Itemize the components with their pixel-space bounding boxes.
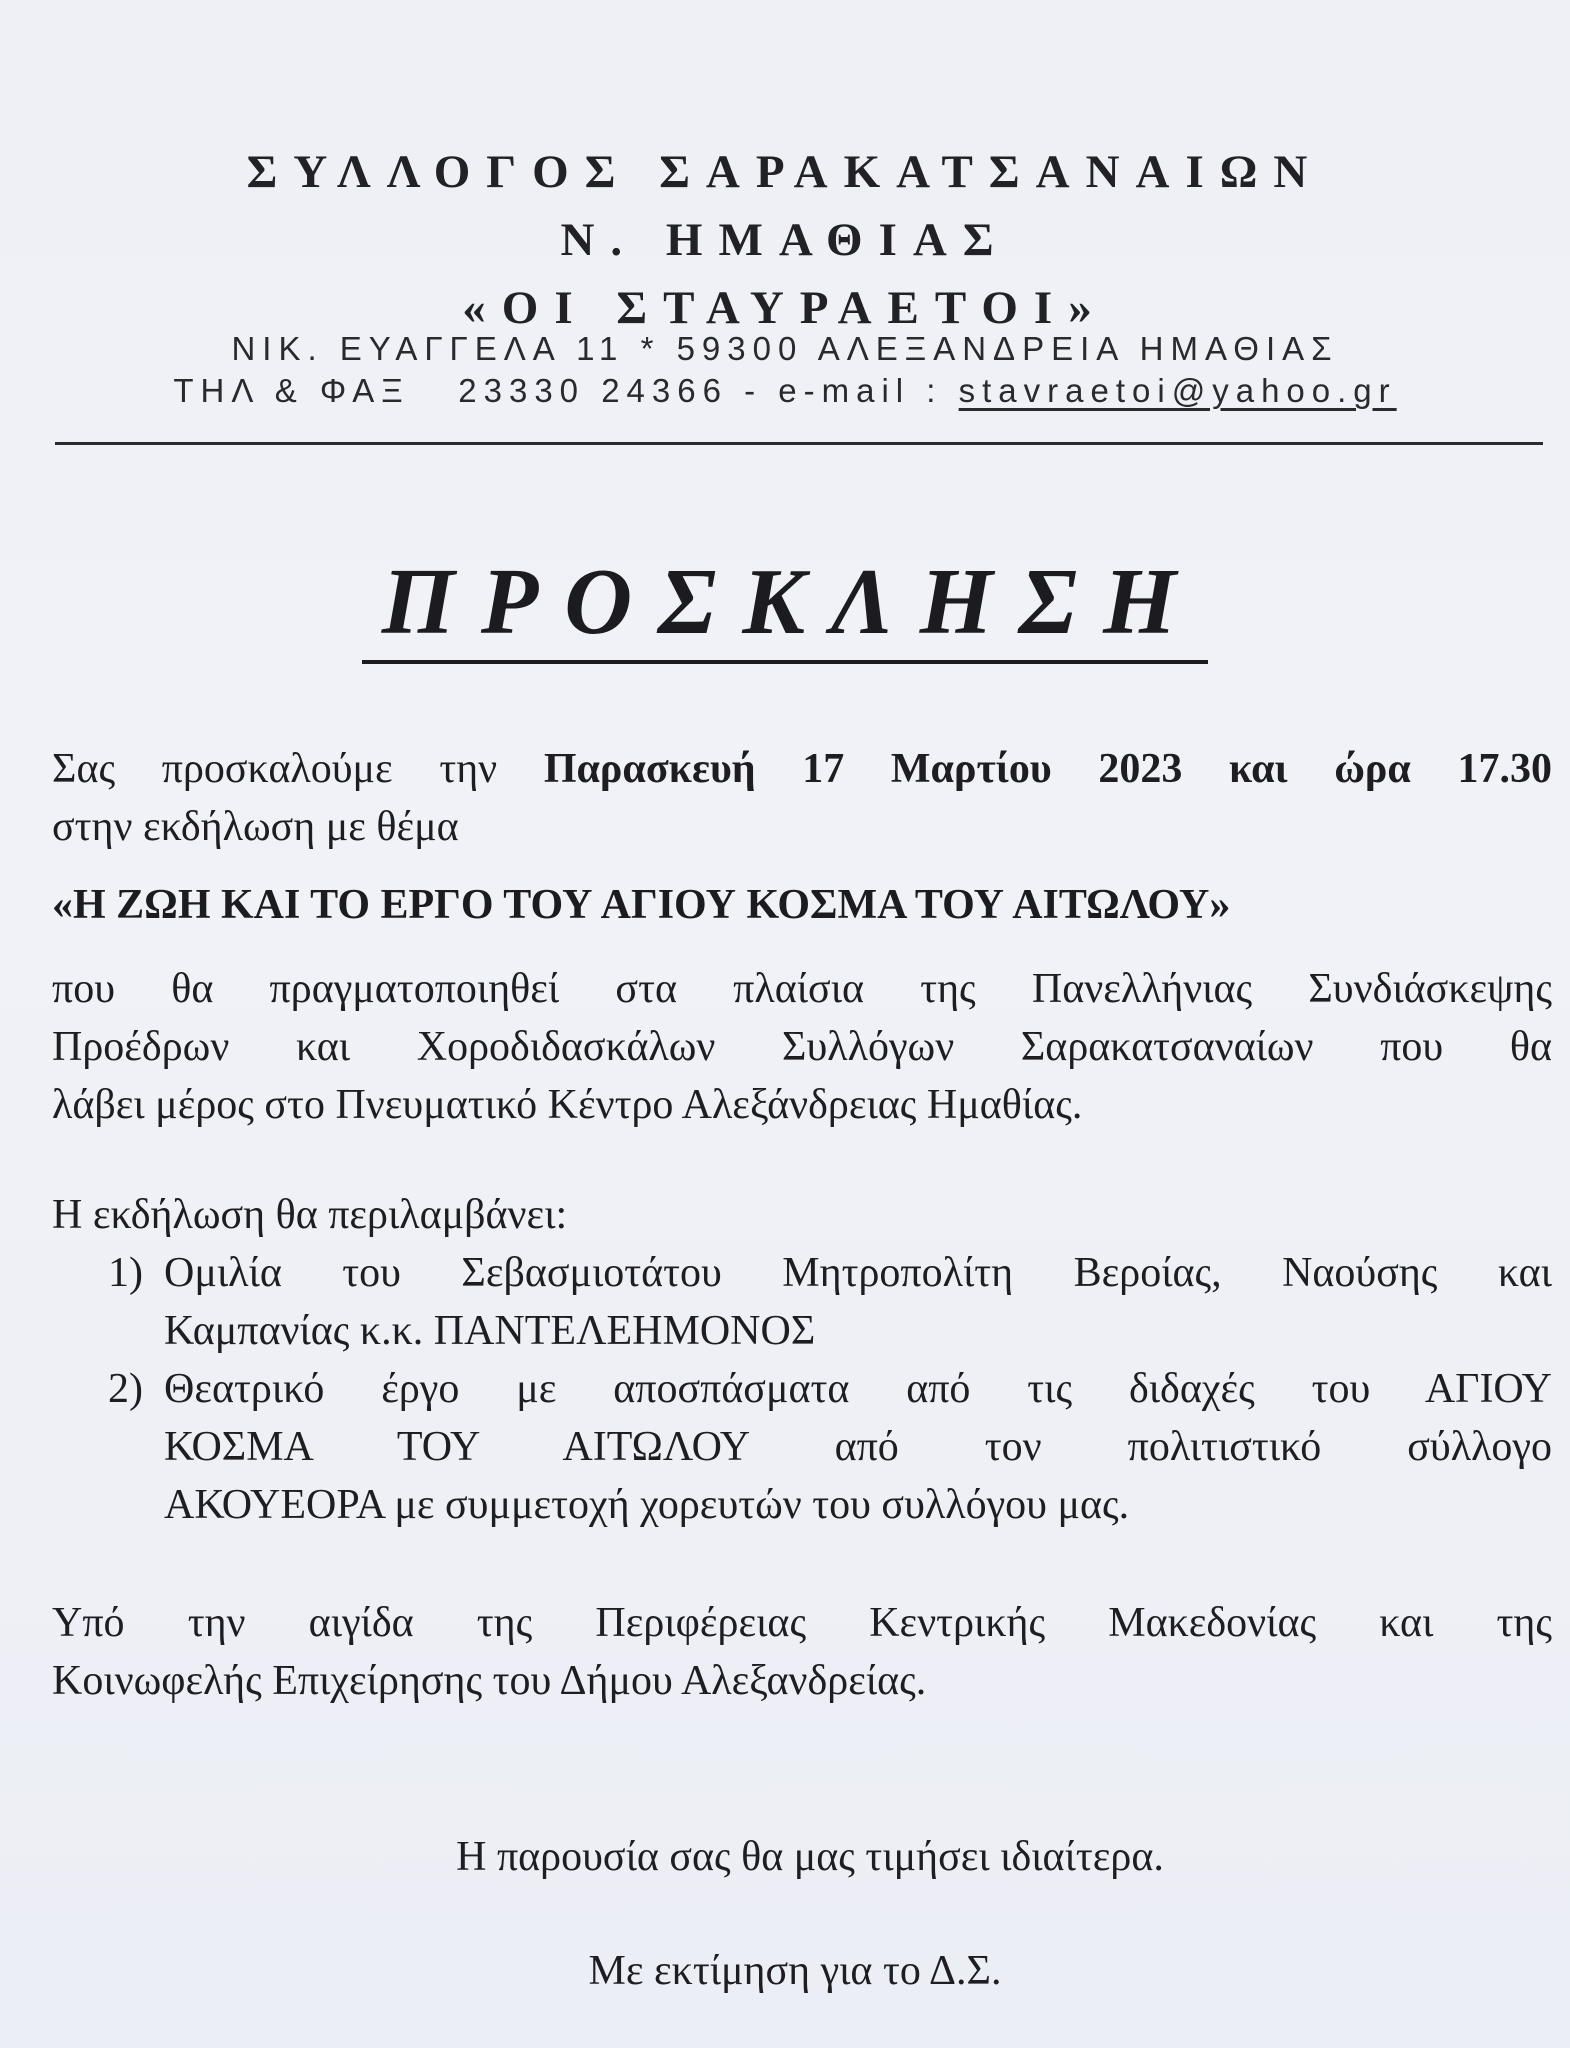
list-item-number: 1)	[108, 1250, 143, 1296]
association-address: ΝΙΚ. ΕΥΑΓΓΕΛΑ 11 * 59300 ΑΛΕΞΑΝΔΡΕΙΑ ΗΜΑΘΙΑΣ	[231, 330, 1339, 367]
closing-line: Η παρουσία σας θα μας τιμήσει ιδιαίτερα.	[456, 1834, 1164, 1880]
auspices-line-2: Κοινωφελής Επιχείρησης του Δήμου Αλεξανδρείας.	[52, 1658, 927, 1704]
auspices-paragraph	[52, 1594, 1552, 1710]
program-label: Η εκδήλωση θα περιλαμβάνει:	[52, 1192, 568, 1238]
program-list	[108, 1244, 1552, 1534]
invitation-title	[0, 548, 1570, 664]
context-line-1: που θα πραγματοποιηθεί στα πλαίσια της Πανελλήνιας Συνδιάσκεψης	[52, 966, 1552, 1012]
auspices-line-1: Υπό την αιγίδα της Περιφέρειας Κεντρικής Μακεδονίας και της	[52, 1600, 1552, 1646]
list-item	[108, 1360, 1552, 1534]
event-datetime: Παρασκευή 17 Μαρτίου 2023 και ώρα 17.30	[543, 746, 1552, 792]
intro-prefix: Σας προσκαλούμε την	[52, 746, 544, 792]
intro-line-2: στην εκδήλωση με θέμα	[52, 804, 459, 850]
event-context-paragraph	[52, 960, 1552, 1134]
event-theme: «Η ΖΩΗ ΚΑΙ ΤΟ ΕΡΓΟ ΤΟΥ ΑΓΙΟΥ ΚΟΣΜΑ ΤΟΥ ΑΙΤΩΛΟΥ»	[52, 882, 1231, 928]
intro-line-1	[52, 740, 1552, 798]
list-item-line: Καμπανίας κ.κ. ΠΑΝΤΕΛΕΗΜΟΝΟΣ	[164, 1308, 816, 1354]
context-line-2: Προέδρων και Χοροδιδασκάλων Συλλόγων Σαρακατσαναίων που θα	[52, 1024, 1552, 1070]
intro-paragraph	[52, 740, 1552, 856]
list-item-text	[164, 1360, 1552, 1534]
list-item-line: ΚΟΣΜΑ ΤΟΥ ΑΙΤΩΛΟΥ από τον πολιτιστικό σύλλογο	[164, 1424, 1552, 1470]
association-contact	[0, 372, 1570, 410]
association-name: ΣΥΛΛΟΓΟΣ ΣΑΡΑΚΑΤΣΑΝΑΙΩΝ	[246, 146, 1324, 198]
list-item-line: ΑΚΟΥΕΟΡΑ με συμμετοχή χορευτών του συλλόγου μας.	[164, 1482, 1130, 1528]
letterhead-divider	[55, 442, 1543, 445]
signature-line: Με εκτίμηση για το Δ.Σ.	[588, 1948, 1002, 1994]
list-item-text	[164, 1244, 1552, 1360]
context-line-3: λάβει μέρος στο Πνευματικό Κέντρο Αλεξάνδρειας Ημαθίας.	[52, 1082, 1083, 1128]
phone-fax: ΤΗΛ & ΦΑΞ 23330 24366 - e-mail :	[173, 372, 959, 409]
list-item-line: Ομιλία του Σεβασμιοτάτου Μητροπολίτη Βεροίας, Ναούσης και	[164, 1250, 1552, 1296]
invitation-title-text: ΠΡΟΣΚΛΗΣΗ	[362, 552, 1208, 664]
list-item-number: 2)	[108, 1366, 143, 1412]
prefecture-name: Ν. ΗΜΑΘΙΑΣ	[560, 214, 1010, 266]
association-nickname: «ΟΙ ΣΤΑΥΡΑΕΤΟΙ»	[462, 282, 1108, 334]
list-item-line: Θεατρικό έργο με αποσπάσματα από τις διδαχές του ΑΓΙΟΥ	[164, 1366, 1552, 1412]
list-item	[108, 1244, 1552, 1360]
letterhead	[0, 138, 1570, 342]
email-link[interactable]: stavraetoi@yahoo.gr	[958, 372, 1397, 409]
